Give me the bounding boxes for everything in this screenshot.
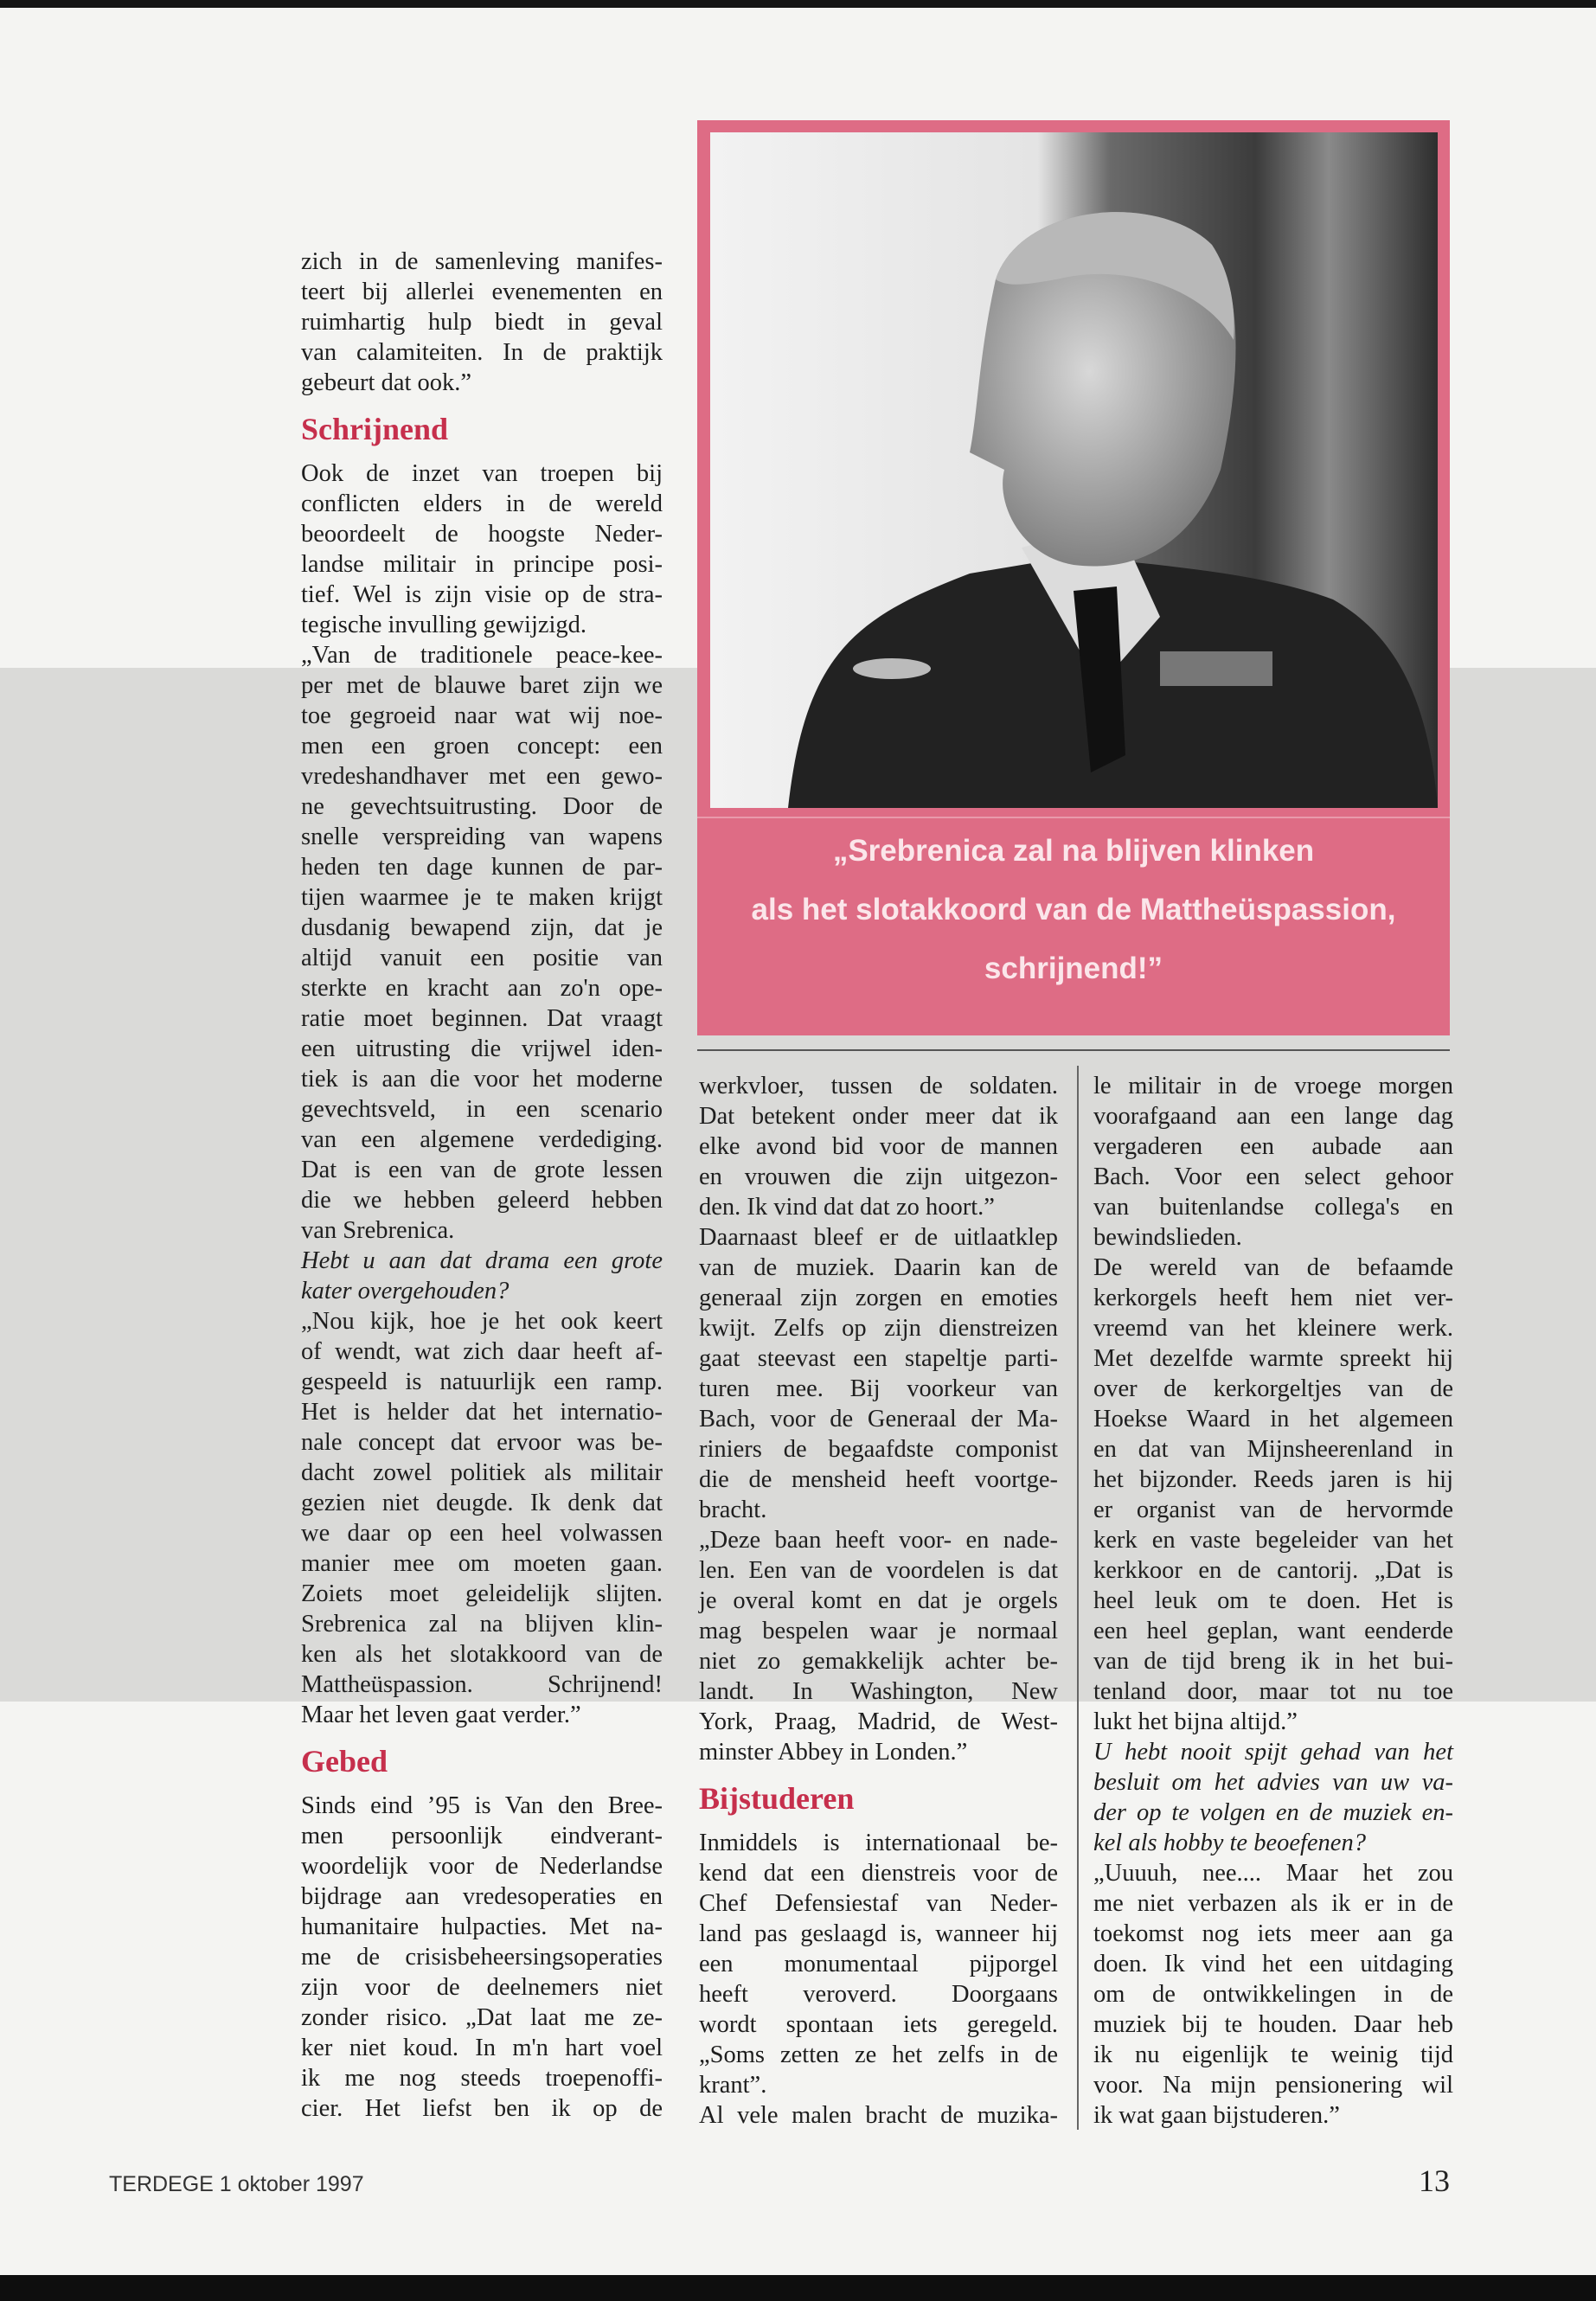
article-column-middle: [699, 1071, 1058, 2131]
text-line: niet zo gemakkelijk achter be-: [699, 1648, 1058, 1675]
text-line: altijd vanuit een positie van: [301, 945, 663, 971]
text-line: werkvloer, tussen de soldaten.: [699, 1073, 1058, 1099]
text-line: Dat is een van de grote lessen: [301, 1157, 663, 1183]
publication-footer: TERDEGE 1 oktober 1997: [109, 2172, 364, 2196]
section-heading: Bijstuderen: [699, 1781, 855, 1816]
text-line: Srebrenica zal na blijven klin-: [301, 1611, 663, 1638]
pull-quote-line: als het slotakkoord van de Mattheüspassion,: [751, 893, 1396, 926]
section-heading: Schrijnend: [301, 412, 449, 446]
page-number: 13: [1419, 2163, 1450, 2198]
pull-quote: [697, 822, 1450, 1029]
text-line: zich in de samenleving manifes-: [301, 248, 663, 275]
text-line: beoordeelt de hoogste Neder-: [301, 521, 663, 548]
text-line: ik wat gaan bijstuderen.”: [1093, 2102, 1340, 2129]
text-line: gevechtsveld, in een scenario: [301, 1096, 663, 1123]
text-line: toekomst nog iets meer aan ga: [1093, 1920, 1453, 1947]
text-line: van calamiteiten. In de praktijk: [301, 339, 663, 366]
text-line: ken als het slotakkoord van de: [301, 1641, 663, 1668]
text-line: kwijt. Zelfs op zijn dienstreizen: [699, 1315, 1058, 1342]
text-line: Al vele malen bracht de muzika-: [699, 2102, 1058, 2129]
text-line: De wereld van de befaamde: [1093, 1254, 1453, 1281]
text-line: men persoonlijk eindverant-: [301, 1823, 663, 1849]
text-line: die we hebben geleerd hebben: [301, 1187, 663, 1214]
article-column-right: [1093, 1071, 1453, 2131]
text-line: die de mensheid heeft voortge-: [699, 1466, 1058, 1493]
text-line: ik me nog steeds troepenoffi-: [301, 2065, 663, 2092]
text-line: Met dezelfde warmte spreekt hij: [1093, 1345, 1453, 1372]
text-line: kerk en vaste begeleider van het: [1093, 1527, 1453, 1554]
text-line: humanitaire hulpacties. Met na-: [301, 1913, 663, 1940]
text-line: gespeeld is natuurlijk een ramp.: [301, 1368, 663, 1395]
text-line: per met de blauwe baret zijn we: [301, 672, 663, 699]
text-line: en vrouwen die zijn uitgezon-: [699, 1163, 1058, 1190]
text-line: bracht.: [699, 1497, 767, 1523]
text-line: „Soms zetten ze het zelfs in de: [699, 2041, 1058, 2068]
interview-question-line: kel als hobby te beoefenen?: [1093, 1830, 1366, 1856]
bottom-edge-bar: [0, 2275, 1596, 2301]
text-line: ne gevechtsuitrusting. Door de: [301, 793, 663, 820]
text-line: me niet verbazen als ik er in de: [1093, 1890, 1453, 1917]
text-line: een heel geplan, want eenderde: [1093, 1618, 1453, 1644]
text-line: mag bespelen waar je normaal: [699, 1618, 1058, 1644]
text-line: bewindslieden.: [1093, 1224, 1242, 1251]
text-line: teert bij allerlei evenementen en: [301, 279, 663, 305]
horizontal-rule: [697, 1049, 1450, 1051]
text-line: een uitrusting die vrijwel iden-: [301, 1035, 663, 1062]
text-line: men een groen concept: een: [301, 733, 663, 760]
text-line: je overal komt en dat je orgels: [699, 1587, 1058, 1614]
text-line: toe gegroeid naar wat wij noe-: [301, 702, 663, 729]
text-line: Mattheüspassion. Schrijnend!: [301, 1671, 663, 1698]
text-line: zonder risico. „Dat laat me ze-: [301, 2004, 663, 2031]
text-line: heeft veroverd. Doorgaans: [699, 1981, 1058, 2008]
text-line: conflicten elders in de wereld: [301, 490, 663, 517]
interview-question-line: besluit om het advies van uw va-: [1093, 1769, 1453, 1796]
text-line: voor. Na mijn pensionering wil: [1093, 2072, 1453, 2099]
text-line: woordelijk voor de Nederlandse: [301, 1853, 663, 1880]
text-line: Maar het leven gaat verder.”: [301, 1702, 581, 1728]
text-line: elke avond bid voor de mannen: [699, 1133, 1058, 1160]
text-line: kerkorgels heeft hem niet ver-: [1093, 1285, 1453, 1311]
text-line: tijen waarmee je te maken krijgt: [301, 884, 663, 911]
text-line: turen mee. Bij voorkeur van: [699, 1375, 1058, 1402]
text-line: landt. In Washington, New: [699, 1678, 1058, 1705]
text-line: nale concept dat ervoor was be-: [301, 1429, 663, 1456]
text-line: York, Praag, Madrid, de West-: [699, 1708, 1058, 1735]
text-line: „Van de traditionele peace-kee-: [301, 642, 663, 669]
text-line: om de ontwikkelingen in de: [1093, 1981, 1453, 2008]
text-line: Bach. Voor een select gehoor: [1093, 1163, 1453, 1190]
text-line: ik nu eigenlijk te weinig tijd: [1093, 2041, 1453, 2068]
text-line: Het is helder dat het internatio-: [301, 1399, 663, 1426]
text-line: Dat betekent onder meer dat ik: [699, 1103, 1058, 1130]
interview-question-line: U hebt nooit spijt gehad van het: [1093, 1739, 1453, 1766]
text-line: lukt het bijna altijd.”: [1093, 1708, 1298, 1735]
text-line: „Deze baan heeft voor- en nade-: [699, 1527, 1058, 1554]
text-line: „Uuuuh, nee.... Maar het zou: [1093, 1860, 1453, 1887]
text-line: doen. Ik vind het een uitdaging: [1093, 1951, 1453, 1977]
section-heading: Gebed: [301, 1744, 388, 1779]
text-line: kerkkoor en de cantorij. „Dat is: [1093, 1557, 1453, 1584]
text-line: van de muziek. Daarin kan de: [699, 1254, 1058, 1281]
text-line: cier. Het liefst ben ik op de: [301, 2095, 663, 2122]
text-line: we daar op een heel volwassen: [301, 1520, 663, 1547]
text-line: generaal zijn zorgen en emoties: [699, 1285, 1058, 1311]
text-line: vergaderen een aubade aan: [1093, 1133, 1453, 1160]
text-line: Inmiddels is internationaal be-: [699, 1830, 1058, 1856]
text-line: „Nou kijk, hoe je het ook keert: [301, 1308, 663, 1335]
text-line: Ook de inzet van troepen bij: [301, 460, 663, 487]
text-line: gaat steevast een stapeltje parti-: [699, 1345, 1058, 1372]
text-line: ker niet koud. In m'n hart voel: [301, 2035, 663, 2061]
article-column-left: [301, 247, 663, 2124]
text-line: Zoiets moet geleidelijk slijten.: [301, 1580, 663, 1607]
text-line: ratie moet beginnen. Dat vraagt: [301, 1005, 663, 1032]
text-line: gebeurt dat ook.”: [301, 369, 472, 396]
text-line: dusdanig bewapend zijn, dat je: [301, 914, 663, 941]
text-line: van buitenlandse collega's en: [1093, 1194, 1453, 1221]
text-line: van Srebrenica.: [301, 1217, 455, 1244]
text-line: ruimhartig hulp biedt in geval: [301, 309, 663, 336]
text-line: Hoekse Waard in het algemeen: [1093, 1406, 1453, 1433]
text-line: heel leuk om te doen. Het is: [1093, 1587, 1453, 1614]
text-line: voorafgaand aan een lange dag: [1093, 1103, 1453, 1130]
text-line: dacht zowel politiek als militair: [301, 1459, 663, 1486]
text-line: tegische invulling gewijzigd.: [301, 612, 587, 638]
text-line: van de tijd breng ik in het bui-: [1093, 1648, 1453, 1675]
text-line: manier mee om moeten gaan.: [301, 1550, 663, 1577]
interview-question-line: kater overgehouden?: [301, 1278, 510, 1304]
text-line: Bach, voor de Generaal der Ma-: [699, 1406, 1058, 1433]
text-line: bijdrage aan vredesoperaties en: [301, 1883, 663, 1910]
text-line: wordt spontaan iets geregeld.: [699, 2011, 1058, 2038]
text-line: over de kerkorgeltjes van de: [1093, 1375, 1453, 1402]
text-line: me de crisisbeheersingsoperaties: [301, 1944, 663, 1971]
text-line: van een algemene verdediging.: [301, 1126, 663, 1153]
pull-quote-line: schrijnend!”: [984, 952, 1163, 985]
text-line: het bijzonder. Reeds jaren is hij: [1093, 1466, 1453, 1493]
text-line: Sinds eind ’95 is Van den Bree-: [301, 1792, 663, 1819]
text-line: Daarnaast bleef er de uitlaatklep: [699, 1224, 1058, 1251]
text-line: snelle verspreiding van wapens: [301, 824, 663, 850]
text-line: minster Abbey in Londen.”: [699, 1739, 968, 1766]
column-divider: [1077, 1066, 1079, 2130]
text-line: tiek is aan die voor het moderne: [301, 1066, 663, 1093]
text-line: le militair in de vroege morgen: [1093, 1073, 1453, 1099]
portrait-photo: [710, 132, 1438, 808]
text-line: riniers de begaafdste componist: [699, 1436, 1058, 1463]
text-line: gezien niet deugde. Ik denk dat: [301, 1490, 663, 1516]
text-line: landse militair in principe posi-: [301, 551, 663, 578]
interview-question-line: Hebt u aan dat drama een grote: [301, 1247, 663, 1274]
text-line: vredeshandhaver met een gewo-: [301, 763, 663, 790]
text-line: er organist van de hervormde: [1093, 1497, 1453, 1523]
text-line: land pas geslaagd is, wanneer hij: [699, 1920, 1058, 1947]
interview-question-line: der op te volgen en de muziek en-: [1093, 1799, 1453, 1826]
pull-quote-line: „Srebrenica zal na blijven klinken: [832, 834, 1315, 868]
text-line: kend dat een dienstreis voor de: [699, 1860, 1058, 1887]
text-line: krant”.: [699, 2072, 767, 2099]
text-line: Chef Defensiestaf van Neder-: [699, 1890, 1058, 1917]
text-line: sterkte en kracht aan zo'n ope-: [301, 975, 663, 1002]
text-line: muziek bij te houden. Daar heb: [1093, 2011, 1453, 2038]
caption-divider: [697, 817, 1450, 818]
text-line: en dat van Mijnsheerenland in: [1093, 1436, 1453, 1463]
text-line: zijn voor de deelnemers niet: [301, 1974, 663, 2001]
top-edge-line: [0, 0, 1596, 8]
text-line: den. Ik vind dat dat zo hoort.”: [699, 1194, 995, 1221]
text-line: tief. Wel is zijn visie op de stra-: [301, 581, 663, 608]
text-line: heden ten dage kunnen de par-: [301, 854, 663, 881]
text-line: of wendt, wat zich daar heeft af-: [301, 1338, 663, 1365]
text-line: tenland door, maar tot nu toe: [1093, 1678, 1453, 1705]
text-line: len. Een van de voordelen is dat: [699, 1557, 1058, 1584]
text-line: vreemd van het kleinere werk.: [1093, 1315, 1453, 1342]
text-line: een monumentaal pijporgel: [699, 1951, 1058, 1977]
